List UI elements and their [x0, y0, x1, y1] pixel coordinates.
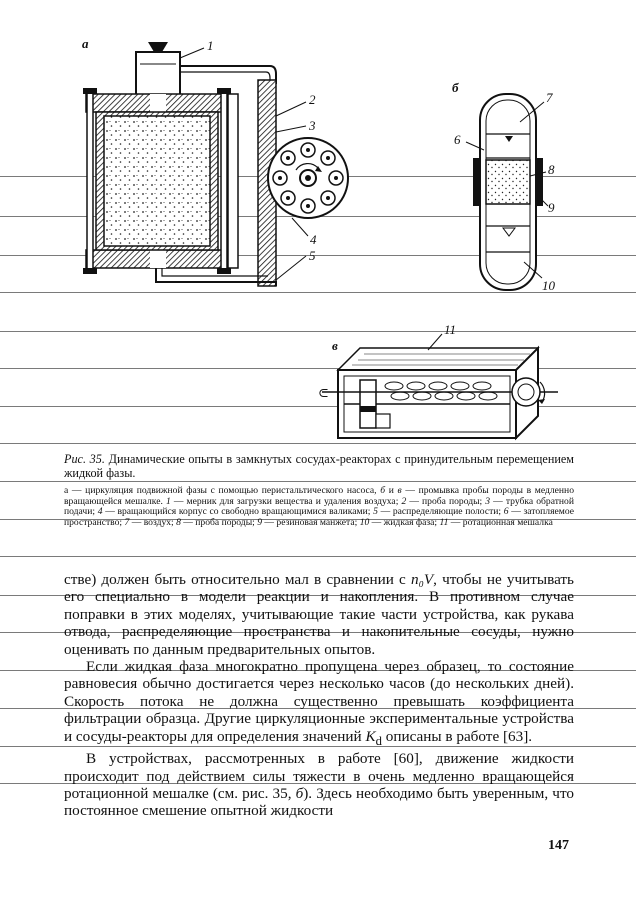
caption-figure-ref: Рис. 35.	[64, 452, 105, 466]
text-run: В устройствах, рассмотренных в работе [60], движение жидкости происходит под действием силы тяжести в очень медленно вращающейся ротационной мешалке (см. рис. 35,	[64, 750, 574, 802]
legend-run: 11	[439, 516, 449, 528]
caption-title-text: Динамические опыты в замкнутых сосудах-реакторах с принудительным перемещением жидкой фазы.	[64, 452, 574, 480]
paragraph	[64, 750, 574, 820]
panel-a-label: а	[82, 36, 89, 51]
legend-run: и	[385, 485, 398, 496]
label-7: 7	[546, 90, 553, 105]
panel-b-label: б	[452, 80, 459, 95]
panel-a-reactor	[82, 36, 348, 286]
legend-run: б	[380, 485, 386, 496]
label-1: 1	[207, 38, 214, 53]
legend-run: 1	[165, 495, 171, 507]
legend-run: 7	[124, 516, 130, 528]
scan-line	[0, 556, 636, 557]
legend-run: — затопляемое пространство;	[64, 506, 575, 528]
legend-run: 6	[503, 506, 509, 518]
text-run: n₀V	[410, 571, 434, 588]
legend-run: 5	[373, 506, 378, 518]
legend-run: — распределяющие полости;	[377, 506, 504, 518]
text-run: б	[295, 784, 304, 802]
caption-legend	[64, 486, 574, 528]
label-2: 2	[309, 92, 316, 107]
label-9: 9	[548, 200, 555, 215]
svg-text:⊂: ⊂	[318, 385, 329, 400]
legend-run: — ротационная мешалка	[448, 516, 553, 528]
body-text	[64, 571, 574, 820]
legend-run: а — циркуляция подвижной фазы с помощью перистальтического насоса,	[64, 485, 381, 496]
legend-run: 8	[176, 516, 181, 528]
text-run: K	[365, 727, 376, 745]
legend-run: — проба породы;	[406, 495, 486, 507]
text-run: , чтобы не учитывать его специально в модели реакции и накопления. В противном случае поправки в этих моделях, учитывающие такие части устройства, как рукава отвода, распределяющие пространства и накопительные сосуды, нужно оценивать по данным предварительных опытов.	[64, 571, 574, 658]
legend-run: 4	[97, 506, 103, 518]
label-5: 5	[309, 248, 316, 263]
legend-run: 2	[401, 495, 407, 507]
legend-run: — воздух;	[129, 516, 177, 528]
text-run: Если жидкая фаза многократно пропущена через образец, то состояние равновесия обычно достигается через несколько часов (до нескольких дней). Скорость потока не должна существенно превышать коэффициента фильтрации образца. Другие циркуляционные экспериментальные устройства и сосуды-реакторы для определения значений	[64, 658, 574, 745]
label-3: 3	[309, 118, 316, 133]
text-run: описаны в работе [63].	[381, 727, 533, 745]
legend-run: — промывка пробы породы в медленно вращающейся мешалке.	[64, 485, 574, 507]
label-4: 4	[310, 232, 317, 247]
legend-run: — мерник для загрузки вещества и удаления воздуха;	[170, 495, 402, 507]
legend-run: — трубка обратной подачи;	[64, 495, 574, 518]
legend-run: в	[397, 485, 402, 496]
label-6: 6	[454, 132, 461, 147]
figure-35-drawing	[60, 30, 580, 450]
text-run: стве) должен быть относительно мал в сравнении с	[64, 571, 411, 588]
page-number: 147	[548, 838, 569, 853]
figure-caption	[64, 452, 574, 528]
legend-run: — резиновая манжета;	[262, 516, 360, 528]
text-run: ). Здесь необходимо быть уверенным, что постоянное смешение опытной жидкости	[64, 784, 574, 820]
legend-run: 3	[485, 495, 491, 507]
label-10: 10	[542, 278, 555, 293]
paragraph	[64, 658, 574, 750]
legend-run: 10	[359, 516, 370, 528]
text-run: d	[375, 733, 382, 748]
caption-title	[64, 452, 574, 480]
legend-run: — жидкая фаза;	[369, 516, 440, 528]
panel-v-rotary-mixer	[318, 322, 558, 438]
legend-run: — вращающийся корпус со свободно вращающимися валиками;	[102, 506, 374, 518]
legend-run: — проба породы;	[180, 516, 258, 528]
panel-b-rotating-vessel	[452, 80, 556, 293]
label-8: 8	[548, 162, 555, 177]
label-11: 11	[444, 322, 457, 337]
panel-v-label: в	[332, 338, 338, 353]
legend-run: 9	[257, 516, 262, 528]
paragraph	[64, 571, 574, 658]
